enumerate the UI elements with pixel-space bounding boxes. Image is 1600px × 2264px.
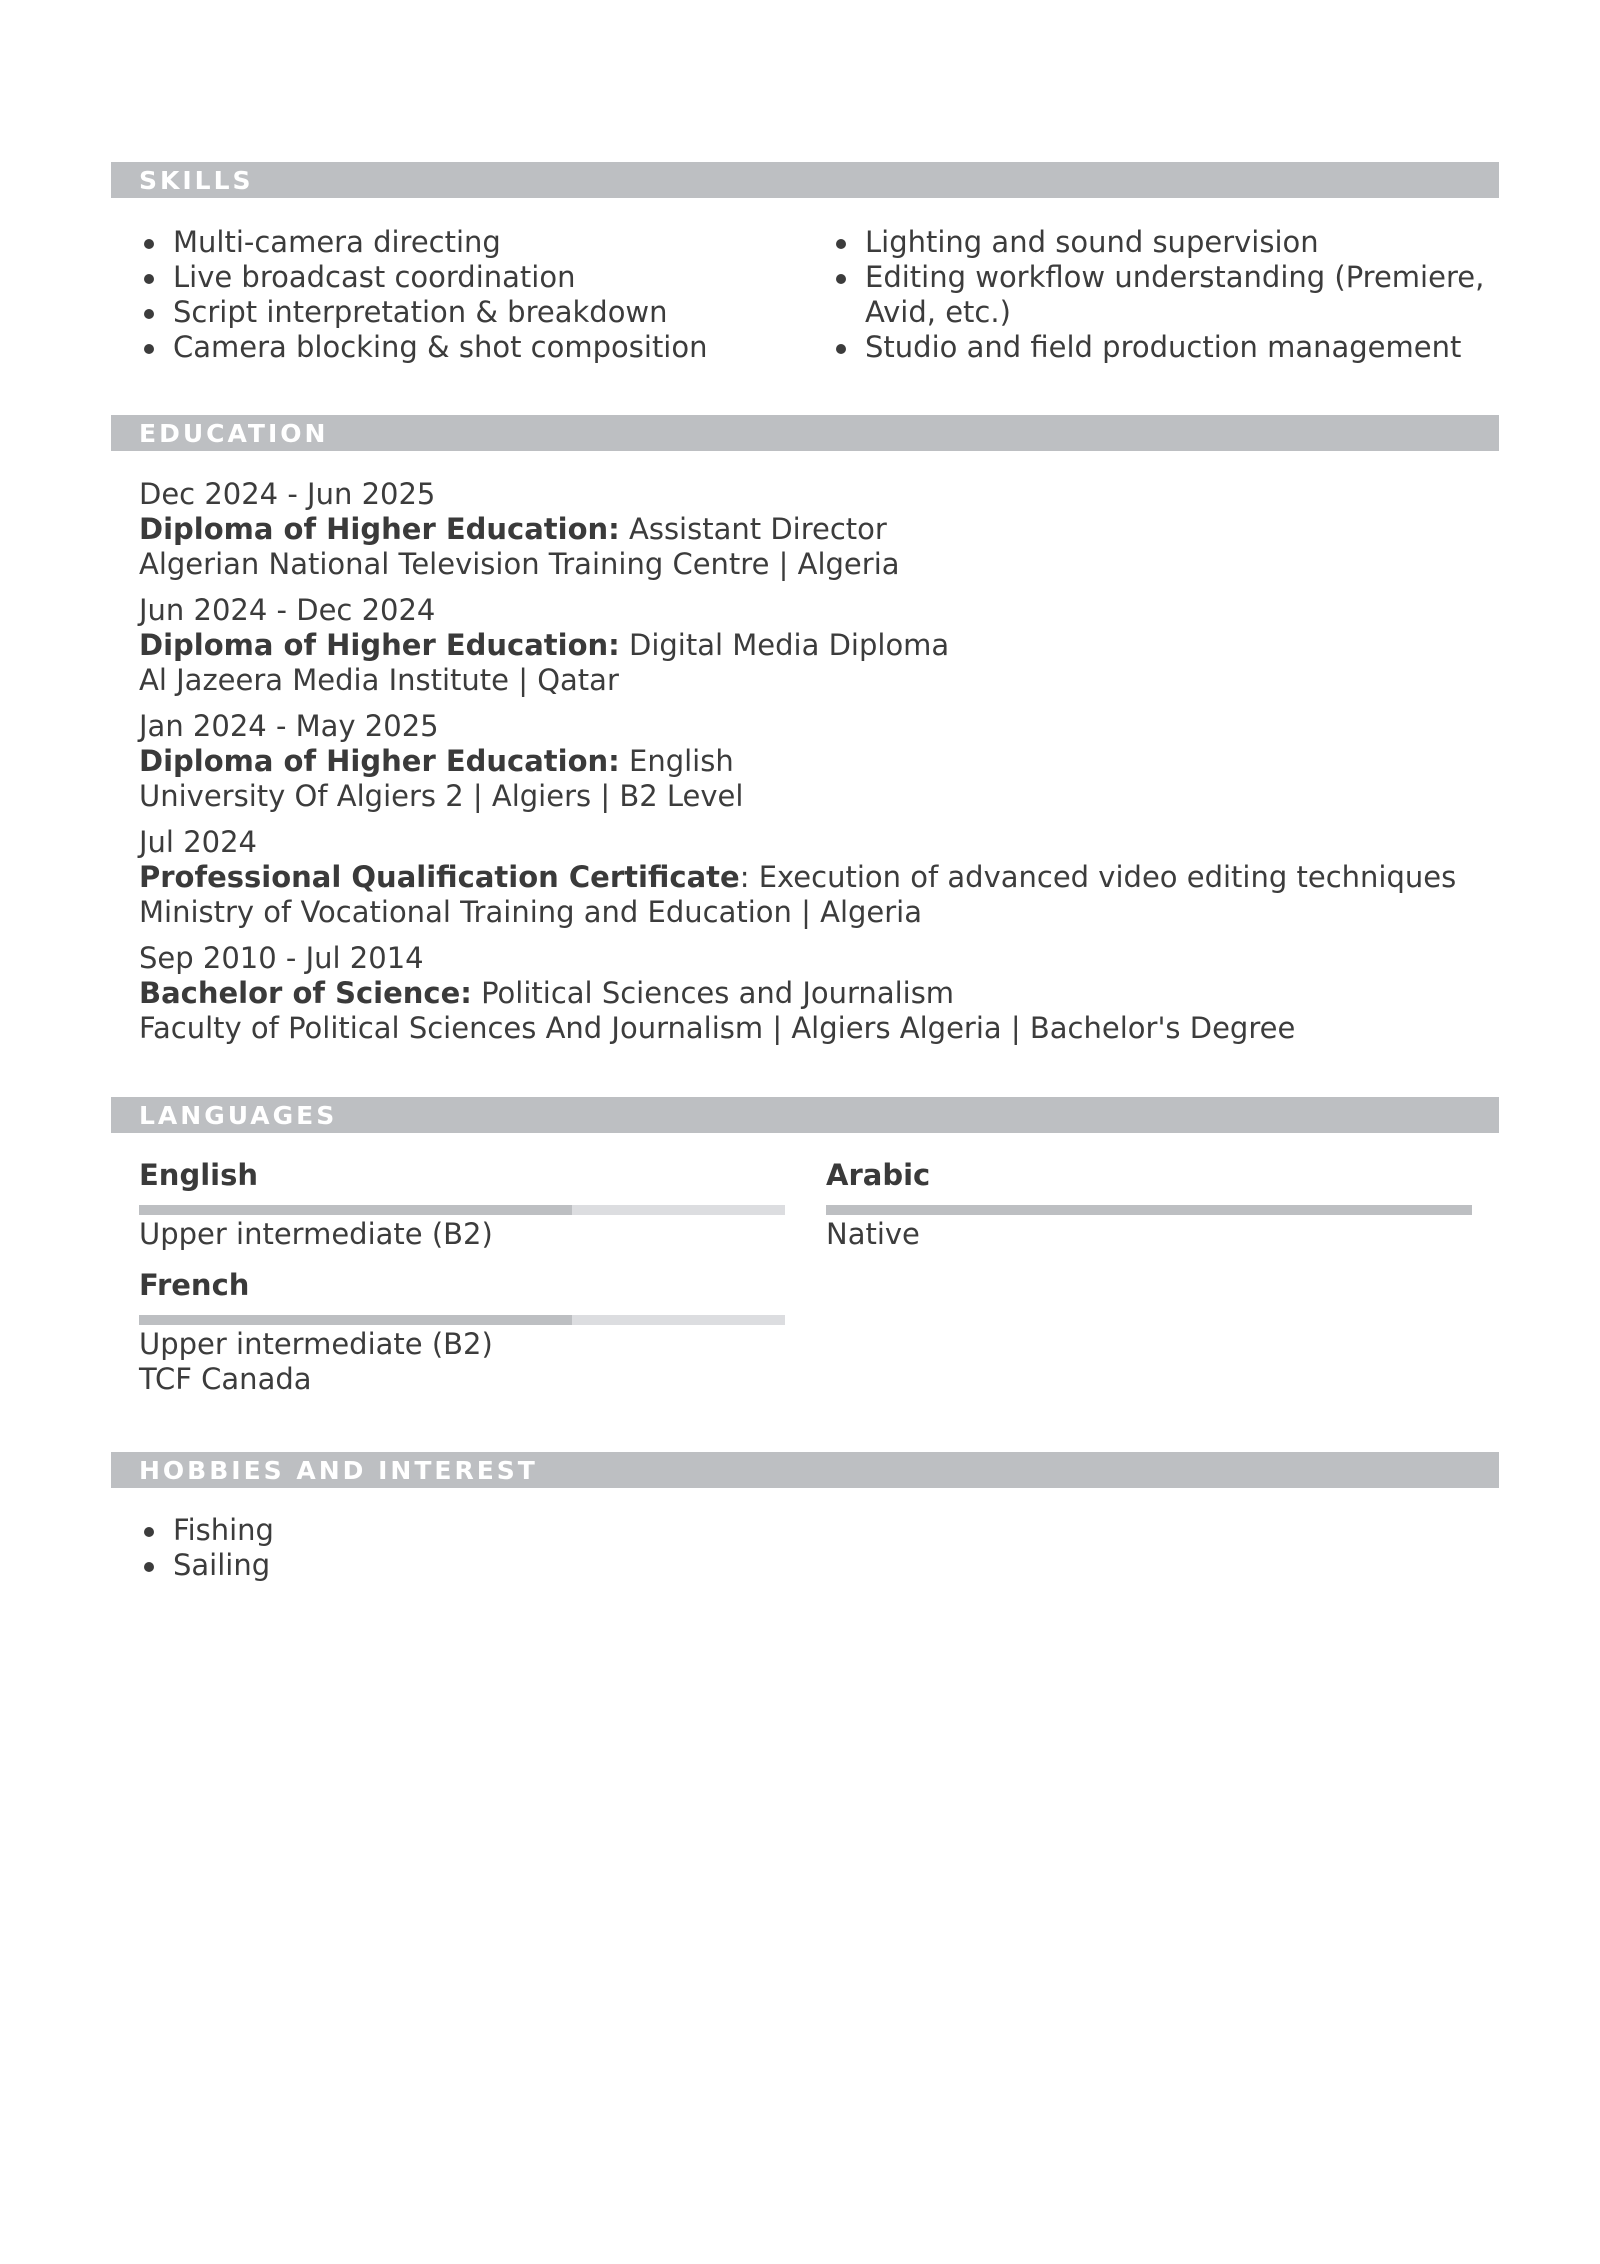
languages-heading: LANGUAGES xyxy=(139,1101,338,1130)
education-entry xyxy=(139,825,1457,930)
skills-list-left xyxy=(139,225,799,365)
language-proficiency-fill xyxy=(826,1205,1472,1215)
skill-item: Live broadcast coordination xyxy=(139,260,799,295)
hobbies-list xyxy=(139,1513,799,1583)
education-dates: Jul 2024 xyxy=(139,825,258,859)
education-degree: Diploma of Higher Education: xyxy=(139,744,620,778)
hobby-item: Fishing xyxy=(139,1513,799,1548)
education-institution: Algerian National Television Training Centre | Algeria xyxy=(139,547,900,581)
education-heading: EDUCATION xyxy=(139,419,329,448)
education-institution: Ministry of Vocational Training and Education | Algeria xyxy=(139,895,923,929)
language-proficiency-fill xyxy=(139,1205,572,1215)
education-field: Digital Media Diploma xyxy=(619,628,950,662)
education-dates: Sep 2010 - Jul 2014 xyxy=(139,941,424,975)
education-dates: Jan 2024 - May 2025 xyxy=(139,709,439,743)
language-entry xyxy=(826,1158,1472,1252)
language-name: French xyxy=(139,1268,250,1302)
language-proficiency-bar xyxy=(139,1315,785,1325)
education-entry xyxy=(139,593,1439,698)
skills-list-right xyxy=(831,225,1491,365)
skill-item: Studio and field production management xyxy=(831,330,1491,365)
language-level: Native xyxy=(826,1217,920,1251)
language-name: Arabic xyxy=(826,1158,931,1192)
education-field: : Execution of advanced video editing techniques xyxy=(739,860,1457,894)
education-degree: Bachelor of Science: xyxy=(139,976,472,1010)
education-section-header xyxy=(111,415,1499,451)
education-field: Political Sciences and Journalism xyxy=(471,976,955,1010)
education-field: Assistant Director xyxy=(619,512,887,546)
skill-item: Editing workflow understanding (Premiere, Avid, etc.) xyxy=(831,260,1491,330)
hobbies-heading: HOBBIES AND INTEREST xyxy=(139,1456,538,1485)
education-institution: University Of Algiers 2 | Algiers | B2 Level xyxy=(139,779,744,813)
education-degree: Diploma of Higher Education: xyxy=(139,628,620,662)
education-institution: Faculty of Political Sciences And Journalism | Algiers Algeria | Bachelor's Degree xyxy=(139,1011,1296,1045)
skill-item: Multi-camera directing xyxy=(139,225,799,260)
language-note: TCF Canada xyxy=(139,1362,312,1396)
education-entry xyxy=(139,477,1439,582)
skill-item: Camera blocking & shot composition xyxy=(139,330,799,365)
education-field: English xyxy=(619,744,734,778)
education-dates: Dec 2024 - Jun 2025 xyxy=(139,477,436,511)
language-entry xyxy=(139,1268,785,1397)
education-entry xyxy=(139,941,1439,1046)
language-proficiency-bar xyxy=(826,1205,1472,1215)
education-dates: Jun 2024 - Dec 2024 xyxy=(139,593,436,627)
language-proficiency-bar xyxy=(139,1205,785,1215)
education-degree: Professional Qualification Certificate xyxy=(139,860,740,894)
skills-heading: SKILLS xyxy=(139,166,254,195)
language-entry xyxy=(139,1158,785,1252)
education-entry xyxy=(139,709,1439,814)
hobbies-section-header xyxy=(111,1452,1499,1488)
language-level: Upper intermediate (B2) xyxy=(139,1327,493,1361)
language-level: Upper intermediate (B2) xyxy=(139,1217,493,1251)
education-degree: Diploma of Higher Education: xyxy=(139,512,620,546)
languages-section-header xyxy=(111,1097,1499,1133)
skills-section-header xyxy=(111,162,1499,198)
education-institution: Al Jazeera Media Institute | Qatar xyxy=(139,663,619,697)
hobby-item: Sailing xyxy=(139,1548,799,1583)
skill-item: Script interpretation & breakdown xyxy=(139,295,799,330)
language-proficiency-fill xyxy=(139,1315,572,1325)
skill-item: Lighting and sound supervision xyxy=(831,225,1491,260)
language-name: English xyxy=(139,1158,259,1192)
